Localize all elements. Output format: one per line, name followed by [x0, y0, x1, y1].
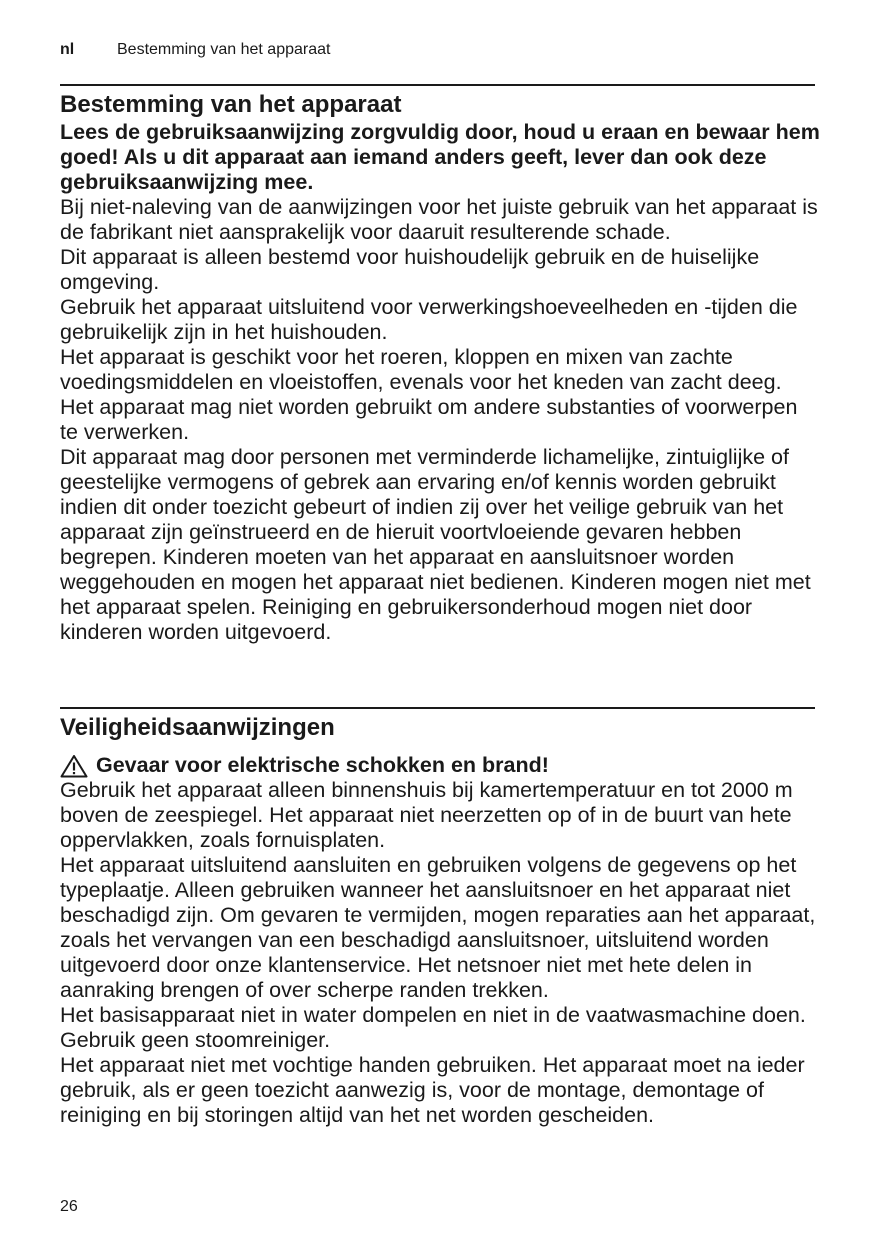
body-paragraph: Gebruik het apparaat uitsluitend voor verwerkingshoeveelheden en -tijden die gebruikelijk zijn in het huishouden. — [60, 295, 798, 344]
page-number: 26 — [60, 1198, 78, 1215]
body-paragraph: Dit apparaat mag door personen met verminderde lichamelijke, zintuiglijke of geestelijke vermogens of gebrek aan ervaring en/of kennis worden gebruikt indien dit onder toezicht gebeurt of indien zij over het veilige gebruik van het apparaat zijn geïnstrueerd en de hieruit voortvloeiende gevaren hebben begrepen. Kinderen moeten van het apparaat en aansluitsnoer worden weggehouden en mogen het apparaat niet bedienen. Kinderen mogen niet met het apparaat spelen. Reiniging en gebruikersonderhoud mogen niet door kinderen worden uitgevoerd. — [60, 445, 811, 644]
divider-top — [60, 84, 815, 86]
body-paragraph: Het basisapparaat niet in water dompelen en niet in de vaatwasmachine doen. Gebruik geen stoomreiniger. — [60, 1003, 806, 1052]
warning-heading — [60, 753, 820, 778]
section-heading: Veiligheidsaanwijzingen — [60, 714, 335, 741]
language-code: nl — [60, 41, 75, 58]
section-intended-use — [60, 90, 820, 645]
section-heading: Bestemming van het apparaat — [60, 91, 402, 118]
body-paragraph: Het apparaat niet met vochtige handen gebruiken. Het apparaat moet na ieder gebruik, als er geen toezicht aanwezig is, voor de montage, demontage of reiniging en bij storingen altijd van het net worden gescheiden. — [60, 1053, 805, 1127]
section-safety — [60, 713, 820, 1128]
warning-triangle-icon — [60, 754, 88, 778]
intro-paragraph: Lees de gebruiksaanwijzing zorgvuldig door, houd u eraan en bewaar hem goed! Als u dit apparaat aan iemand anders geeft, lever dan ook deze gebruiksaanwijzing mee. — [60, 120, 820, 194]
body-paragraph: Het apparaat uitsluitend aansluiten en gebruiken volgens de gegevens op het typeplaatje. Alleen gebruiken wanneer het aansluitsnoer en het apparaat niet beschadigd zijn. Om gevaren te vermijden, mogen reparaties aan het apparaat, zoals het vervangen van een beschadigd aansluitsnoer, uitsluitend worden uitgevoerd door onze klantenservice. Het netsnoer niet met hete delen in aanraking brengen of over scherpe randen trekken. — [60, 853, 816, 1002]
divider-middle — [60, 707, 815, 709]
running-header-title: Bestemming van het apparaat — [117, 41, 331, 58]
running-header — [60, 40, 330, 60]
body-paragraph: Bij niet-naleving van de aanwijzingen voor het juiste gebruik van het apparaat is de fabrikant niet aansprakelijk voor daaruit resulterende schade. — [60, 195, 818, 244]
warning-title: Gevaar voor elektrische schokken en brand! — [96, 753, 549, 777]
body-paragraph: Het apparaat is geschikt voor het roeren, kloppen en mixen van zachte voedingsmiddelen en vloeistoffen, evenals voor het kneden van zacht deeg. Het apparaat mag niet worden gebruikt om andere substanties of voorwerpen te verwerken. — [60, 345, 798, 444]
body-paragraph: Dit apparaat is alleen bestemd voor huishoudelijk gebruik en de huiselijke omgeving. — [60, 245, 760, 294]
body-paragraph: Gebruik het apparaat alleen binnenshuis bij kamertemperatuur en tot 2000 m boven de zeespiegel. Het apparaat niet neerzetten op of in de buurt van hete oppervlakken, zoals fornuisplaten. — [60, 778, 793, 852]
